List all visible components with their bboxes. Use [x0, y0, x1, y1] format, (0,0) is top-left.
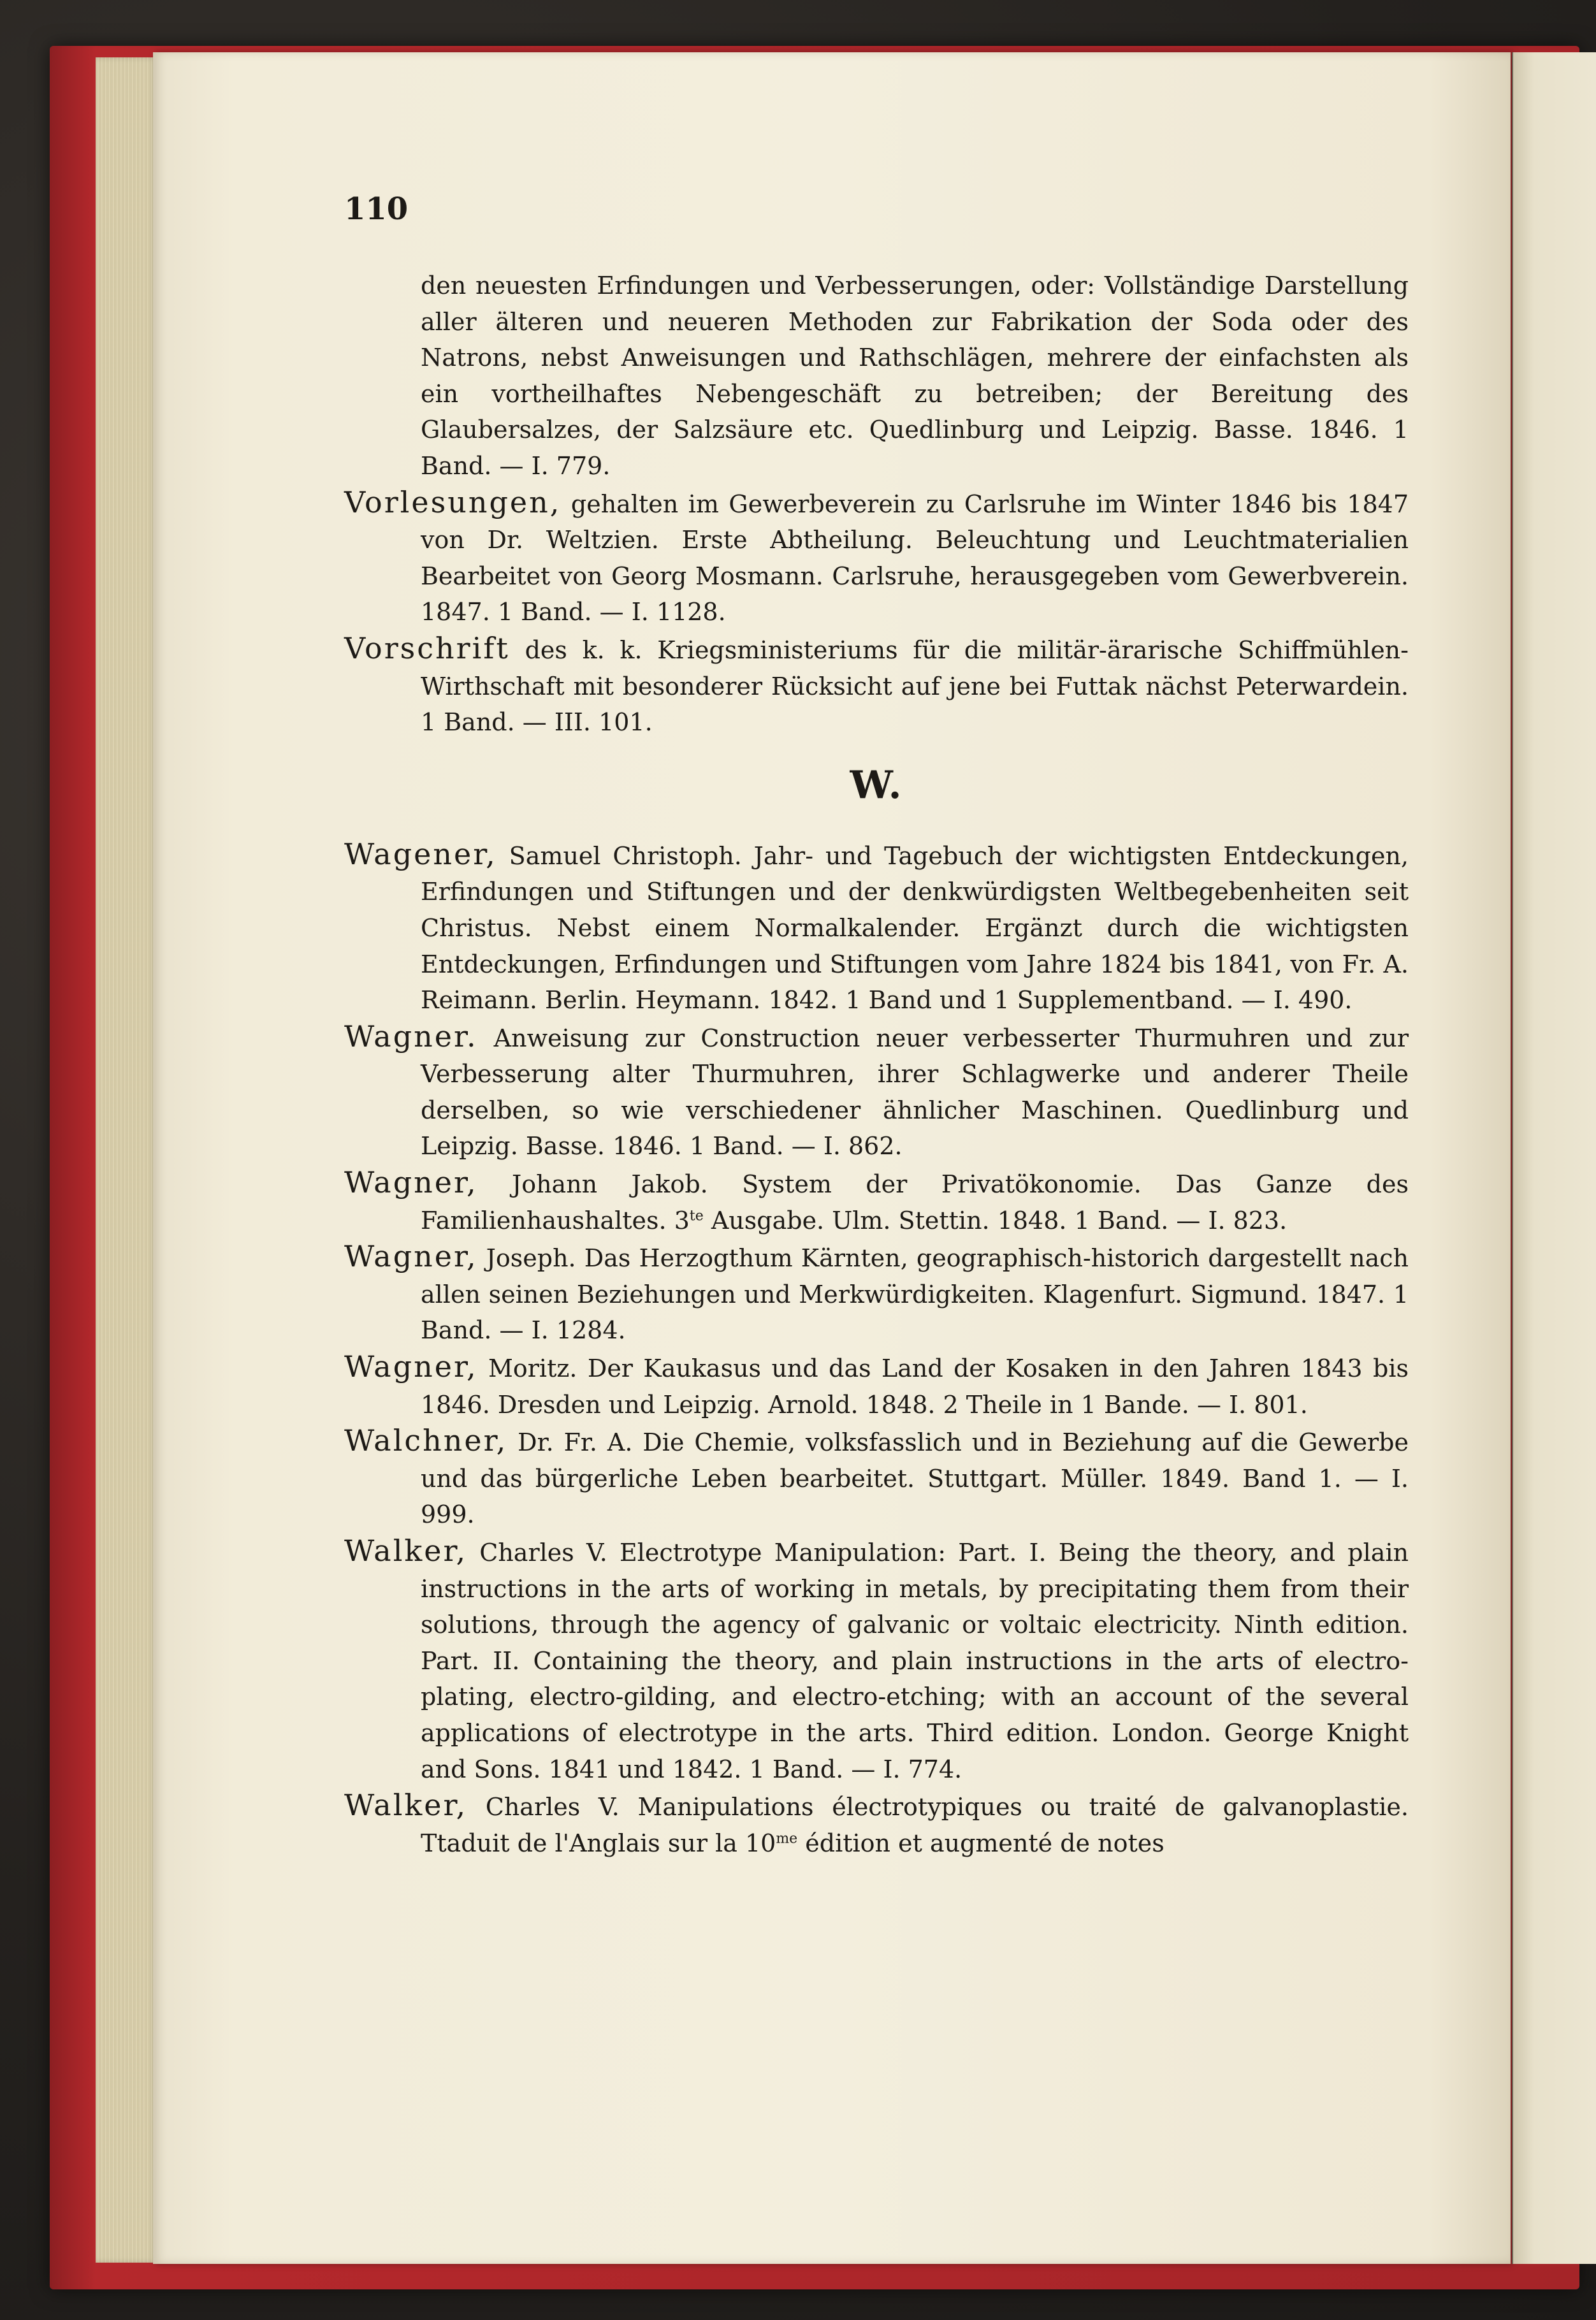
entry-wagner-joseph	[344, 1238, 1409, 1349]
entry-text: Moritz. Der Kaukasus und das Land der Kosaken in den Jahren 1843 bis 1846. Dresden und Leipzig. Arnold. 1848. 2 Theile in 1 Bande. — I. 801.	[421, 1354, 1409, 1419]
entry-text: Dr. Fr. A. Die Chemie, volksfasslich und in Beziehung auf die Gewerbe und das bürgerliche Leben bearbeitet. Stuttgart. Müller. 1849. Band 1. — I. 999.	[421, 1428, 1409, 1529]
entry-wagner-moritz	[344, 1349, 1409, 1423]
entry-wagner-johann	[344, 1164, 1409, 1238]
entry-head: Walker,	[344, 1788, 468, 1823]
entry-text: Johann Jakob. System der Privatökonomie. Das Ganze des Familienhaushaltes. 3	[421, 1170, 1409, 1235]
entry-walker-electrotype	[344, 1533, 1409, 1787]
entry-head: Wagner,	[344, 1165, 478, 1200]
entry-vorschrift	[344, 630, 1409, 741]
entry-head: Wagner,	[344, 1349, 478, 1384]
superscript: me	[776, 1831, 798, 1847]
entry-text: Samuel Christoph. Jahr- und Tagebuch der wichtigsten Entdeckungen, Erfindungen und Stiftungen und der denkwürdigsten Weltbegebenheiten seit Christus. Nebst einem Normalkalender. Ergänzt durch die wichtigsten Entdeckungen, Erfindungen und Stiftungen vom Jahre 1824 bis 1841, von Fr. A. Reimann. Berlin. Heymann. 1842. 1 Band und 1 Supplementband. — I. 490.	[421, 841, 1409, 1015]
entry-text-cont: édition et augmenté de notes	[797, 1829, 1164, 1857]
page-number: 110	[344, 191, 409, 227]
entry-head: Walchner,	[344, 1423, 508, 1458]
entry-text-cont: Ausgabe. Ulm. Stettin. 1848. 1 Band. — I. 823.	[703, 1206, 1288, 1235]
entry-walker-manipulations	[344, 1787, 1409, 1861]
entry-text: Charles V. Electrotype Manipulation: Part. I. Being the theory, and plain instructions in the arts of working in metals, by precipitating them from their solutions, through the agency of galvanic or voltaic electricity. Ninth edition. Part. II. Containing the theory, and plain instructions in the arts of electro-plating, electro-gilding, and electro-etching; with an account of the several applications of electrotype in the arts. Third edition. London. George Knight and Sons. 1841 und 1842. 1 Band. — I. 774.	[421, 1539, 1409, 1783]
entry-wagner-anweisung	[344, 1019, 1409, 1164]
entry-text: Anweisung zur Construction neuer verbesserter Thurmuhren und zur Verbesserung alter Thurmuhren, ihrer Schlagwerke und anderer Theile derselben, so wie verschiedener ähnlicher Maschinen. Quedlinburg und Leipzig. Basse. 1846. 1 Band. — I. 862.	[421, 1024, 1409, 1161]
entry-head: Vorlesungen,	[344, 484, 562, 519]
entry-text: Joseph. Das Herzogthum Kärnten, geographisch-historich dargestellt nach allen seinen Beziehungen und Merkwürdigkeiten. Klagenfurt. Sigmund. 1847. 1 Band. — I. 1284.	[421, 1244, 1409, 1345]
entry-head: Wagner.	[344, 1019, 478, 1054]
entry-wagener	[344, 836, 1409, 1019]
page-body	[344, 268, 1409, 1861]
entry-vorlesungen	[344, 484, 1409, 630]
entry-head: Walker,	[344, 1533, 468, 1568]
entry-head: Vorschrift	[344, 630, 510, 665]
entry-text: des k. k. Kriegsministeriums für die militär-ärarische Schiffmühlen-Wirthschaft mit besonderer Rücksicht auf jene bei Futtak nächst Peterwardein. 1 Band. — III. 101.	[421, 635, 1409, 737]
facing-page-edge	[1512, 52, 1596, 2264]
section-letter: W.	[850, 762, 903, 808]
continuation-paragraph: den neuesten Erfindungen und Verbesserungen, oder: Vollständige Darstellung aller älteren und neueren Methoden zur Fabrikation der Soda oder des Natrons, nebst Anweisungen und Rathschlägen, mehrere der einfachsten als ein vortheilhaftes Nebengeschäft zu betreiben; der Bereitung des Glaubersalzes, der Salzsäure etc. Quedlinburg und Leipzig. Basse. 1846. 1 Band. — I. 779.	[421, 272, 1409, 480]
entry-walchner	[344, 1423, 1409, 1533]
entry-text: gehalten im Gewerbeverein zu Carlsruhe im Winter 1846 bis 1847 von Dr. Weltzien. Erste Abtheilung. Beleuchtung und Leuchtmaterialien Bearbeitet von Georg Mosmann. Carlsruhe, herausgegeben vom Gewerbverein. 1847. 1 Band. — I. 1128.	[421, 489, 1409, 627]
entry-head: Wagner,	[344, 1239, 478, 1274]
entry-text: Charles V. Manipulations électrotypiques ou traité de galvanoplastie. Ttaduit de l'Anglais sur la 10	[421, 1793, 1409, 1857]
superscript: te	[689, 1208, 704, 1224]
entry-head: Wagener,	[344, 836, 497, 871]
